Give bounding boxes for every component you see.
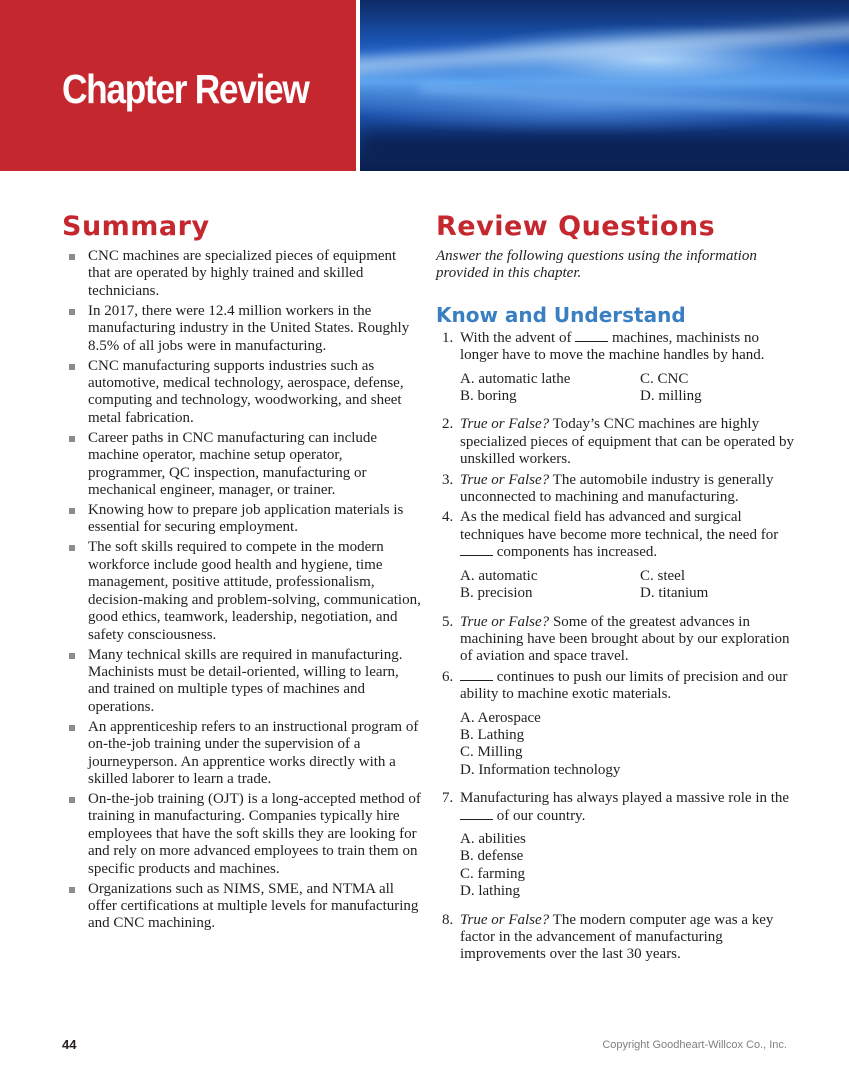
square-bullet-icon xyxy=(69,309,75,315)
chapter-banner xyxy=(0,0,849,171)
summary-list xyxy=(62,248,422,933)
square-bullet-icon xyxy=(69,545,75,551)
question-4: 4. As the medical field has advanced and surgical techniques have become more technical, the need for components has increased. xyxy=(442,509,779,561)
option: D. milling xyxy=(640,388,702,405)
square-bullet-icon xyxy=(69,725,75,731)
list-item: CNC manufacturing supports industries such as automotive, medical technology, aerospace, defense, computing and technology, woodworking, and sheet metal fabrication. xyxy=(62,358,422,428)
question-8: 8. True or False? The modern computer age was a key factor in the advancement of manufacturing improvements over the last 30 years. xyxy=(442,911,774,963)
square-bullet-icon xyxy=(69,254,75,260)
square-bullet-icon xyxy=(69,364,75,370)
question-1: 1. With the advent of machines, machinists no longer have to move the machine handles by hand. xyxy=(442,329,765,364)
banner-photo xyxy=(360,0,849,171)
question-5: 5. True or False? Some of the greatest advances in machining have been brought about by our exploration of aviation and space travel. xyxy=(442,613,790,665)
list-item: Knowing how to prepare job application materials is essential for securing employment. xyxy=(62,502,422,537)
list-item: On-the-job training (OJT) is a long-accepted method of training in manufacturing. Companies typically hire employees that have the soft skills they are looking for and rely on more advanced employees to train them on specific products and machines. xyxy=(62,791,422,878)
option: A. automatic lathe xyxy=(460,370,571,387)
square-bullet-icon xyxy=(69,508,75,514)
answer-blank xyxy=(460,544,493,556)
copyright-notice: Copyright Goodheart-Willcox Co., Inc. xyxy=(602,1039,787,1051)
option: A. automatic xyxy=(460,567,538,584)
question-4-options xyxy=(436,568,796,603)
option: C. Milling xyxy=(460,744,523,761)
chapter-title: Chapter Review xyxy=(62,66,309,112)
option: B. precision xyxy=(460,585,533,602)
square-bullet-icon xyxy=(69,797,75,803)
list-item: An apprenticeship refers to an instructional program of on-the-job training under the supervision of a journeyperson. An apprentice works directly with a skilled laborer to learn a trade. xyxy=(62,719,422,789)
option: A. Aerospace xyxy=(460,709,541,726)
answer-blank xyxy=(460,669,493,681)
option: D. lathing xyxy=(460,883,520,900)
option: B. defense xyxy=(460,848,524,865)
summary-section xyxy=(62,210,422,935)
option: D. Information technology xyxy=(460,761,621,778)
review-heading: Review Questions xyxy=(436,211,716,242)
answer-blank xyxy=(575,330,608,342)
summary-heading: Summary xyxy=(62,211,210,242)
list-item: Career paths in CNC manufacturing can include machine operator, machine setup operator, programmer, QC inspection, manufacturing or mechanical engineer, manager, or trainer. xyxy=(62,430,422,500)
answer-blank xyxy=(460,808,493,820)
page-number: 44 xyxy=(62,1037,77,1052)
list-item: In 2017, there were 12.4 million workers in the manufacturing industry in the United States. Roughly 8.5% of all jobs were in manufacturing. xyxy=(62,303,422,355)
question-1-options xyxy=(436,371,796,406)
question-3: 3. True or False? The automobile industry is generally unconnected to machining and manufacturing. xyxy=(442,471,774,506)
list-item: The soft skills required to compete in the modern workforce include good health and hygiene, time management, positive attitude, professionalism, decision-making and problem-solving, communication, good ethics, teamwork, leadership, negotiation, and safety consciousness. xyxy=(62,539,422,643)
review-section xyxy=(436,210,796,964)
question-7: 7. Manufacturing has always played a massive role in the of our country. xyxy=(442,790,790,824)
question-7-options xyxy=(436,831,796,901)
list-item: Many technical skills are required in manufacturing. Machinists must be detail-oriented, willing to learn, and trained on multiple types of machines and operations. xyxy=(62,647,422,717)
square-bullet-icon xyxy=(69,653,75,659)
option: C. CNC xyxy=(640,370,689,387)
know-understand-heading: Know and Understand xyxy=(436,302,686,327)
square-bullet-icon xyxy=(69,887,75,893)
review-intro: Answer the following questions using the information provided in this chapter. xyxy=(436,248,757,282)
question-6-options xyxy=(436,710,796,780)
option: B. boring xyxy=(460,388,517,405)
option: A. abilities xyxy=(460,830,526,847)
square-bullet-icon xyxy=(69,436,75,442)
option: D. titanium xyxy=(640,585,709,602)
option: C. steel xyxy=(640,567,685,584)
list-item: CNC machines are specialized pieces of equipment that are operated by highly trained and skilled technicians. xyxy=(62,248,422,300)
list-item: Organizations such as NIMS, SME, and NTMA all offer certifications at multiple levels for manufacturing and CNC machining. xyxy=(62,881,422,933)
question-6: 6. continues to push our limits of precision and our ability to machine exotic materials. xyxy=(442,668,788,703)
option: B. Lathing xyxy=(460,726,525,743)
option: C. farming xyxy=(460,865,525,882)
question-2: 2. True or False? Today’s CNC machines are highly specialized pieces of equipment that can be operated by unskilled workers. xyxy=(442,416,795,468)
